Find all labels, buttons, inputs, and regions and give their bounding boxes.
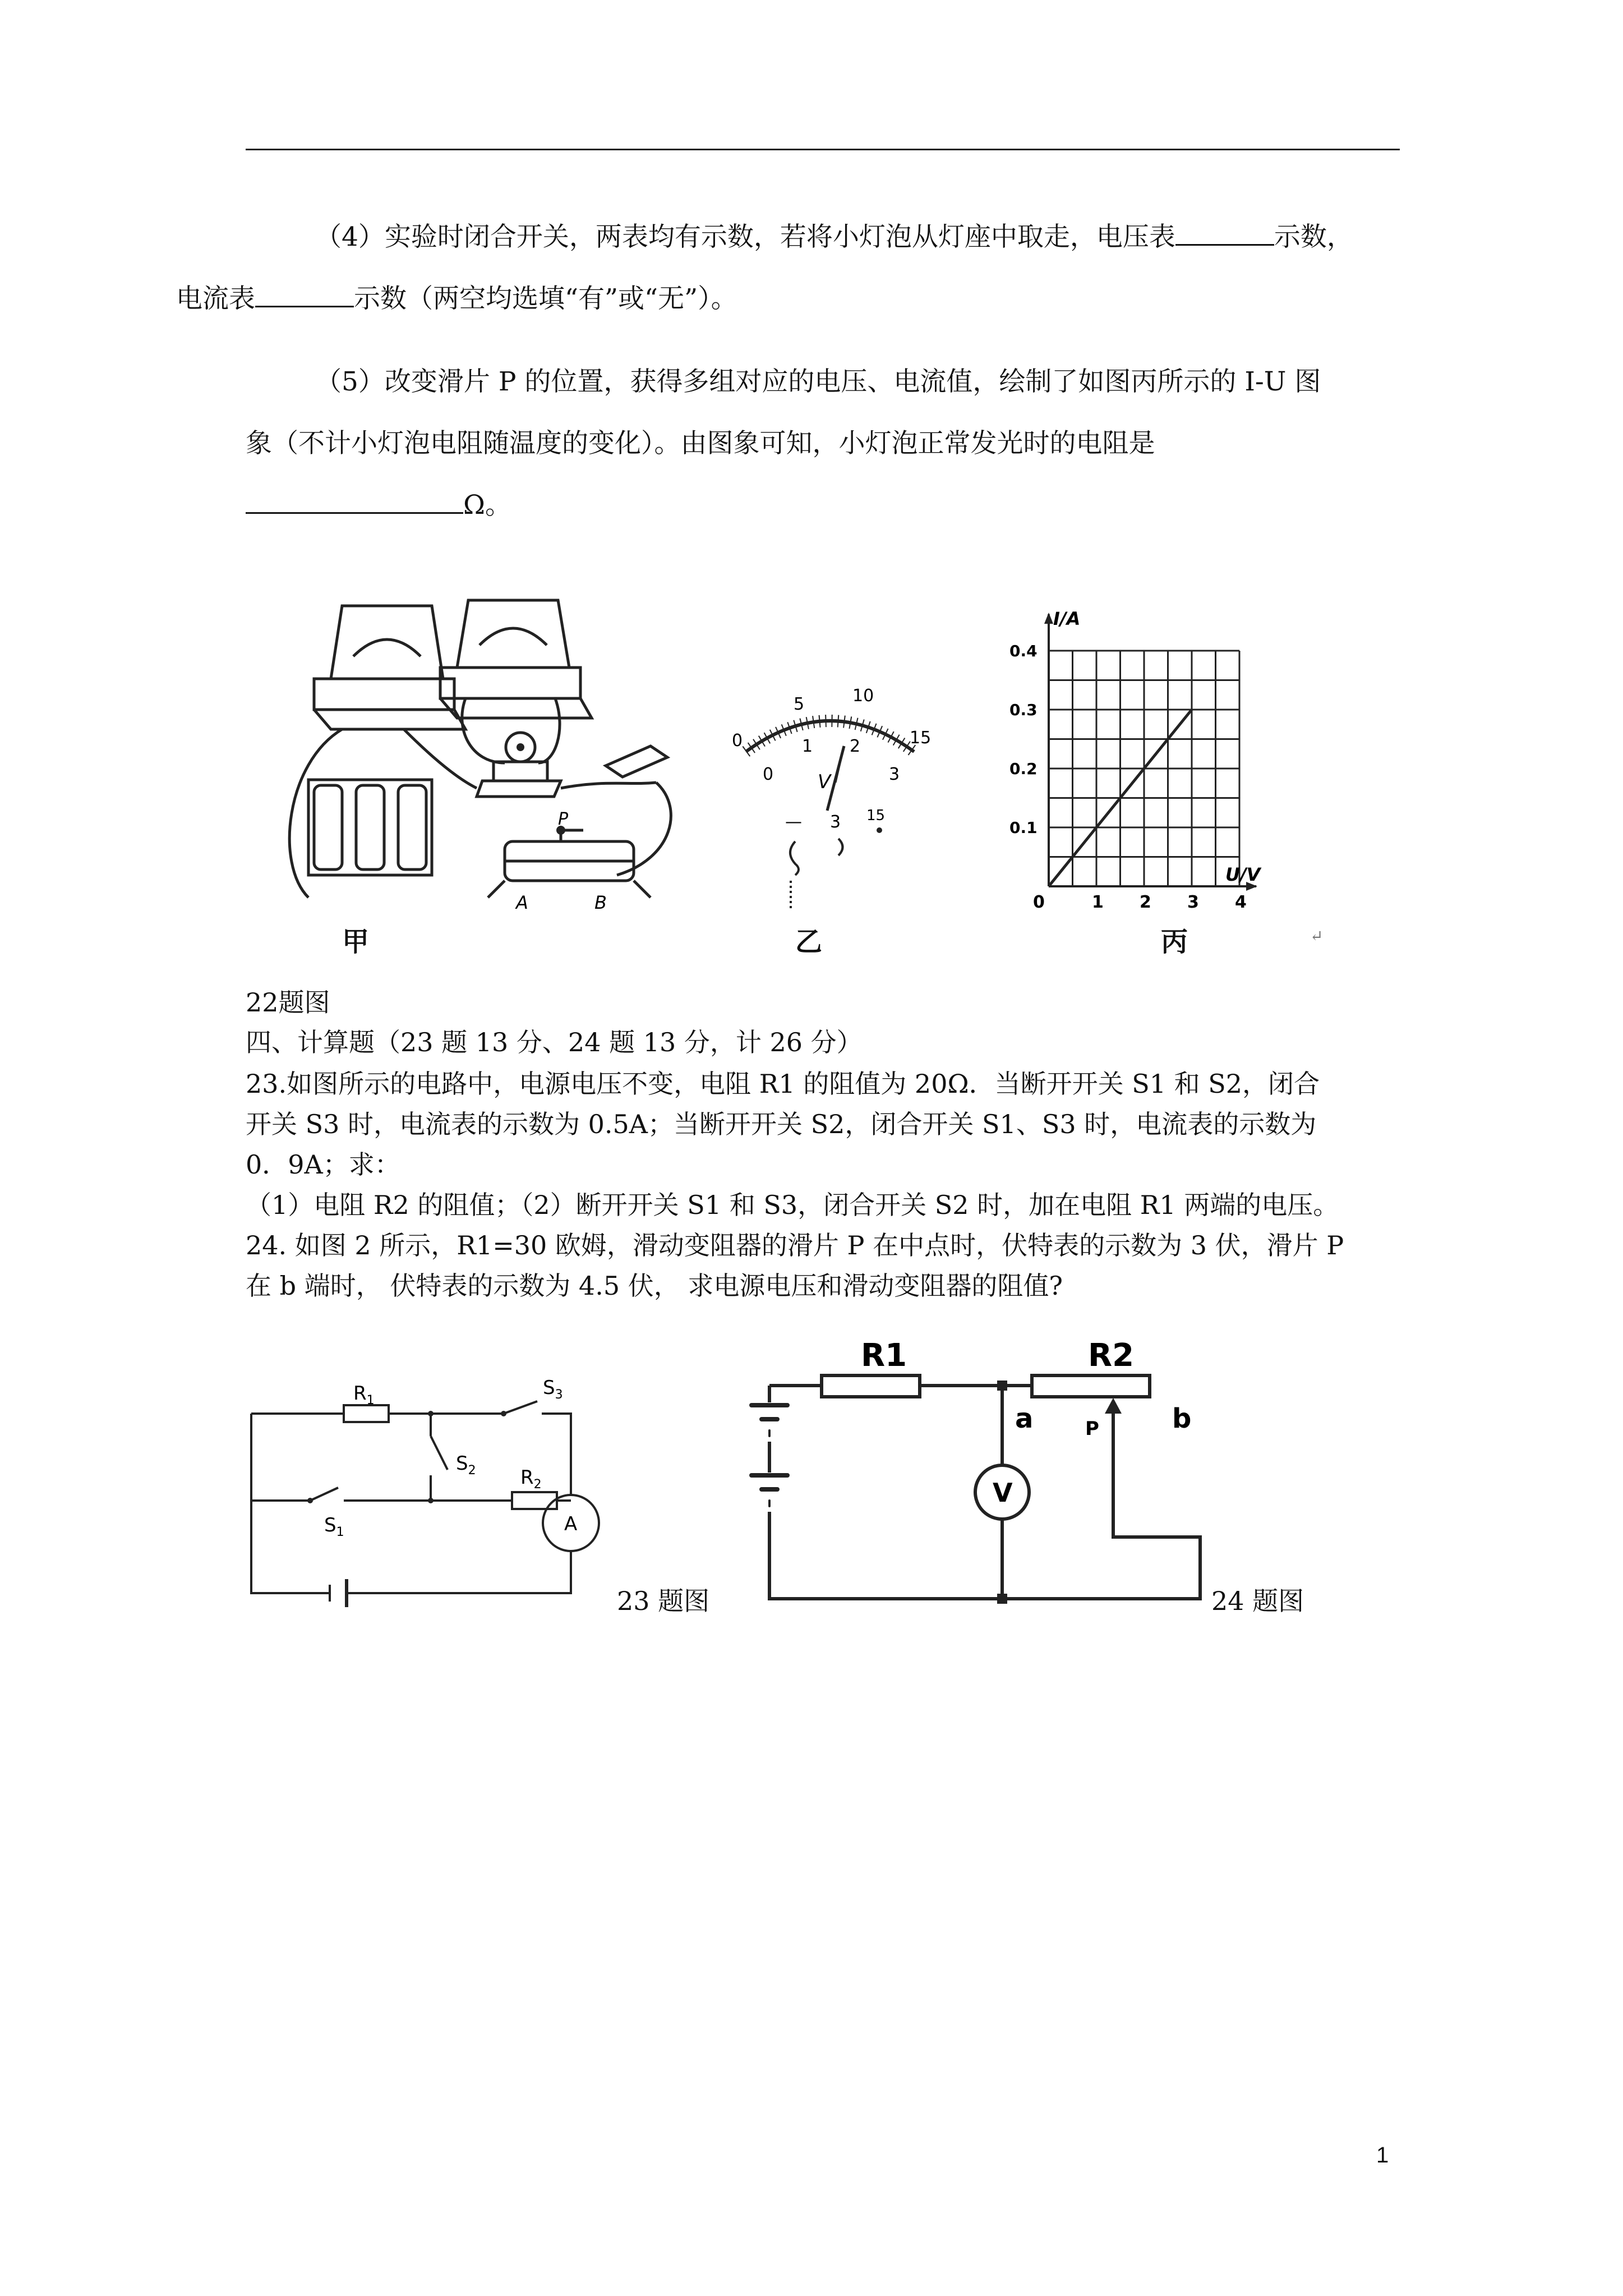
fig23-s1-label: $S_1$ xyxy=(324,1514,344,1539)
q23-line3: 0．9A；求： xyxy=(246,1149,400,1180)
fig24-caption: 24 题图 xyxy=(1211,1586,1304,1616)
rheostat-b-label: B xyxy=(594,892,607,913)
figure-bing-iu-chart xyxy=(1004,606,1262,920)
fig23-caption: 23 题图 xyxy=(617,1586,710,1616)
rheostat-p-label: P xyxy=(558,809,569,829)
x-tick-label: 1 xyxy=(1092,892,1104,912)
dial-inner-3: 3 xyxy=(889,765,900,784)
figure-jia-apparatus xyxy=(292,595,684,931)
y-tick-label: 0.2 xyxy=(1009,760,1038,778)
figure-23-circuit xyxy=(246,1358,616,1616)
q23-line1: 23.如图所示的电路中，电源电压不变，电阻 R1 的阻值为 20Ω．当断开开关 S1 和 S2，闭合 xyxy=(246,1069,1320,1099)
q24-line2: 在 b 端时， 伏特表的示数为 4.5 伏， 求电源电压和滑动变阻器的阻值? xyxy=(246,1271,1063,1301)
section4-heading: 四、计算题（23 题 13 分、24 题 13 分，计 26 分） xyxy=(246,1027,863,1057)
fig24-b-label: b xyxy=(1172,1403,1192,1434)
q22-caption: 22题图 xyxy=(246,987,330,1018)
q22-part5: （5）改变滑片 P 的位置，获得多组对应的电压、电流值，绘制了如图丙所示的 I-U 图 象（不计小灯泡电阻随温度的变化）。由图象可知，小灯泡正常发光时的电阻是 Ω。 xyxy=(246,366,1321,521)
terminal-3: 3 xyxy=(830,812,841,832)
dial-outer-5: 5 xyxy=(794,694,805,714)
return-mark-icon: ↵ xyxy=(1310,927,1324,945)
fig23-r1-label: $R_1$ xyxy=(353,1382,375,1407)
fig23-ammeter-label: A xyxy=(564,1513,578,1535)
fig23-s3-label: $S_3$ xyxy=(543,1377,563,1402)
q23-line4: （1）电阻 R2 的阻值；（2）断开开关 S1 和 S3，闭合开关 S2 时，加在电阻 R1 两端的电压。 xyxy=(246,1190,1339,1220)
y-axis-label: I/A xyxy=(1053,608,1081,629)
y-tick-label: 0.4 xyxy=(1009,642,1038,660)
figure-24-circuit xyxy=(729,1324,1223,1616)
x-axis-label: U/V xyxy=(1225,864,1261,885)
header-rule xyxy=(246,149,1400,150)
x-tick-label: 3 xyxy=(1187,892,1199,912)
terminal-minus: — xyxy=(785,812,802,832)
answer-blank-resistance[interactable] xyxy=(246,490,463,514)
dial-inner-1: 1 xyxy=(802,737,813,756)
dial-outer-10: 10 xyxy=(852,686,874,706)
dial-inner-0: 0 xyxy=(763,765,774,784)
y-tick-label: 0.1 xyxy=(1009,818,1038,837)
fig24-voltmeter-label: V xyxy=(993,1478,1013,1508)
dial-unit-v: V xyxy=(818,771,831,793)
fig24-a-label: a xyxy=(1015,1403,1034,1434)
page-number: 1 xyxy=(1376,2143,1389,2168)
y-axis-arrow xyxy=(1044,613,1053,624)
fig24-r2-label: R2 xyxy=(1088,1337,1135,1374)
fig23-r2-label: $R_2$ xyxy=(520,1466,542,1492)
fig23-s2-label: $S_2$ xyxy=(456,1452,476,1478)
rheostat-a-label: A xyxy=(516,892,528,913)
q22-part4: （4）实验时闭合开关，两表均有示数，若将小灯泡从灯座中取走，电压表 示数， 电流表 示数（两空均选填“有”或“无”）。 xyxy=(176,222,1353,314)
dial-inner-2: 2 xyxy=(850,737,861,756)
q23-line2: 开关 S3 时，电流表的示数为 0.5A；当断开开关 S2，闭合开关 S1、S3 时，电流表的示数为 xyxy=(246,1109,1317,1139)
answer-blank-ammeter[interactable] xyxy=(255,283,354,307)
x-tick-label: 0 xyxy=(1033,892,1045,912)
x-tick-label: 4 xyxy=(1235,892,1247,912)
dial-outer-15: 15 xyxy=(910,728,932,748)
q24-line1: 24. 如图 2 所示，R1=30 欧姆，滑动变阻器的滑片 P 在中点时，伏特表的示数为 3 伏，滑片 P xyxy=(246,1230,1344,1260)
answer-blank-voltmeter[interactable] xyxy=(1175,222,1274,246)
fig24-p-label: P xyxy=(1085,1418,1099,1440)
x-tick-label: 2 xyxy=(1140,892,1151,912)
fig-label-yi: 乙 xyxy=(795,926,823,958)
fig-label-bing: 丙 xyxy=(1161,926,1188,958)
fig24-r1-label: R1 xyxy=(861,1337,907,1374)
terminal-15: 15 xyxy=(866,807,886,824)
fig-label-jia: 甲 xyxy=(342,926,370,958)
figure-yi-voltmeter-dial xyxy=(729,645,931,914)
y-tick-label: 0.3 xyxy=(1009,701,1038,719)
dial-outer-0: 0 xyxy=(732,731,743,751)
